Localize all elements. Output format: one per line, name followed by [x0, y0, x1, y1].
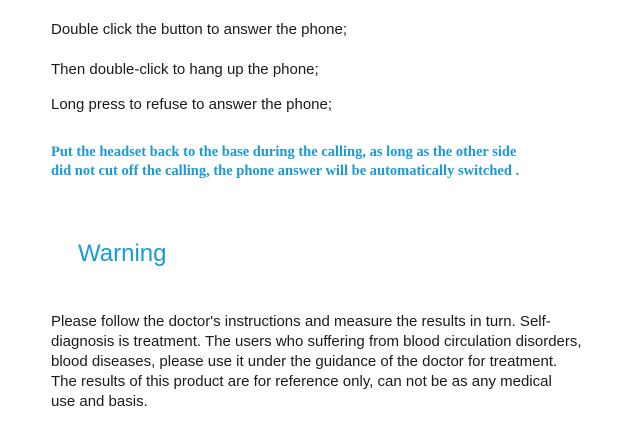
headset-note-line: did not cut off the calling, the phone answer will be automatically switched . — [51, 163, 520, 179]
headset-note-line: Put the headset back to the base during the calling, as long as the other side — [51, 144, 517, 160]
warning-line: blood diseases, please use it under the guidance of the doctor for treatment. — [51, 353, 558, 370]
warning-line: Please follow the doctor's instructions and measure the results in turn. Self- — [51, 313, 551, 330]
instruction-refuse: Long press to refuse to answer the phone; — [51, 96, 333, 113]
warning-heading: Warning — [78, 240, 167, 267]
headset-note — [51, 143, 519, 181]
warning-line: The results of this product are for reference only, can not be as any medical — [51, 373, 552, 390]
instruction-answer: Double click the button to answer the phone; — [51, 21, 348, 38]
warning-line: diagnosis is treatment. The users who suffering from blood circulation disorders, — [51, 333, 582, 350]
instruction-hang-up: Then double-click to hang up the phone; — [51, 61, 319, 78]
warning-line: use and basis. — [51, 393, 148, 410]
warning-text — [51, 312, 611, 412]
